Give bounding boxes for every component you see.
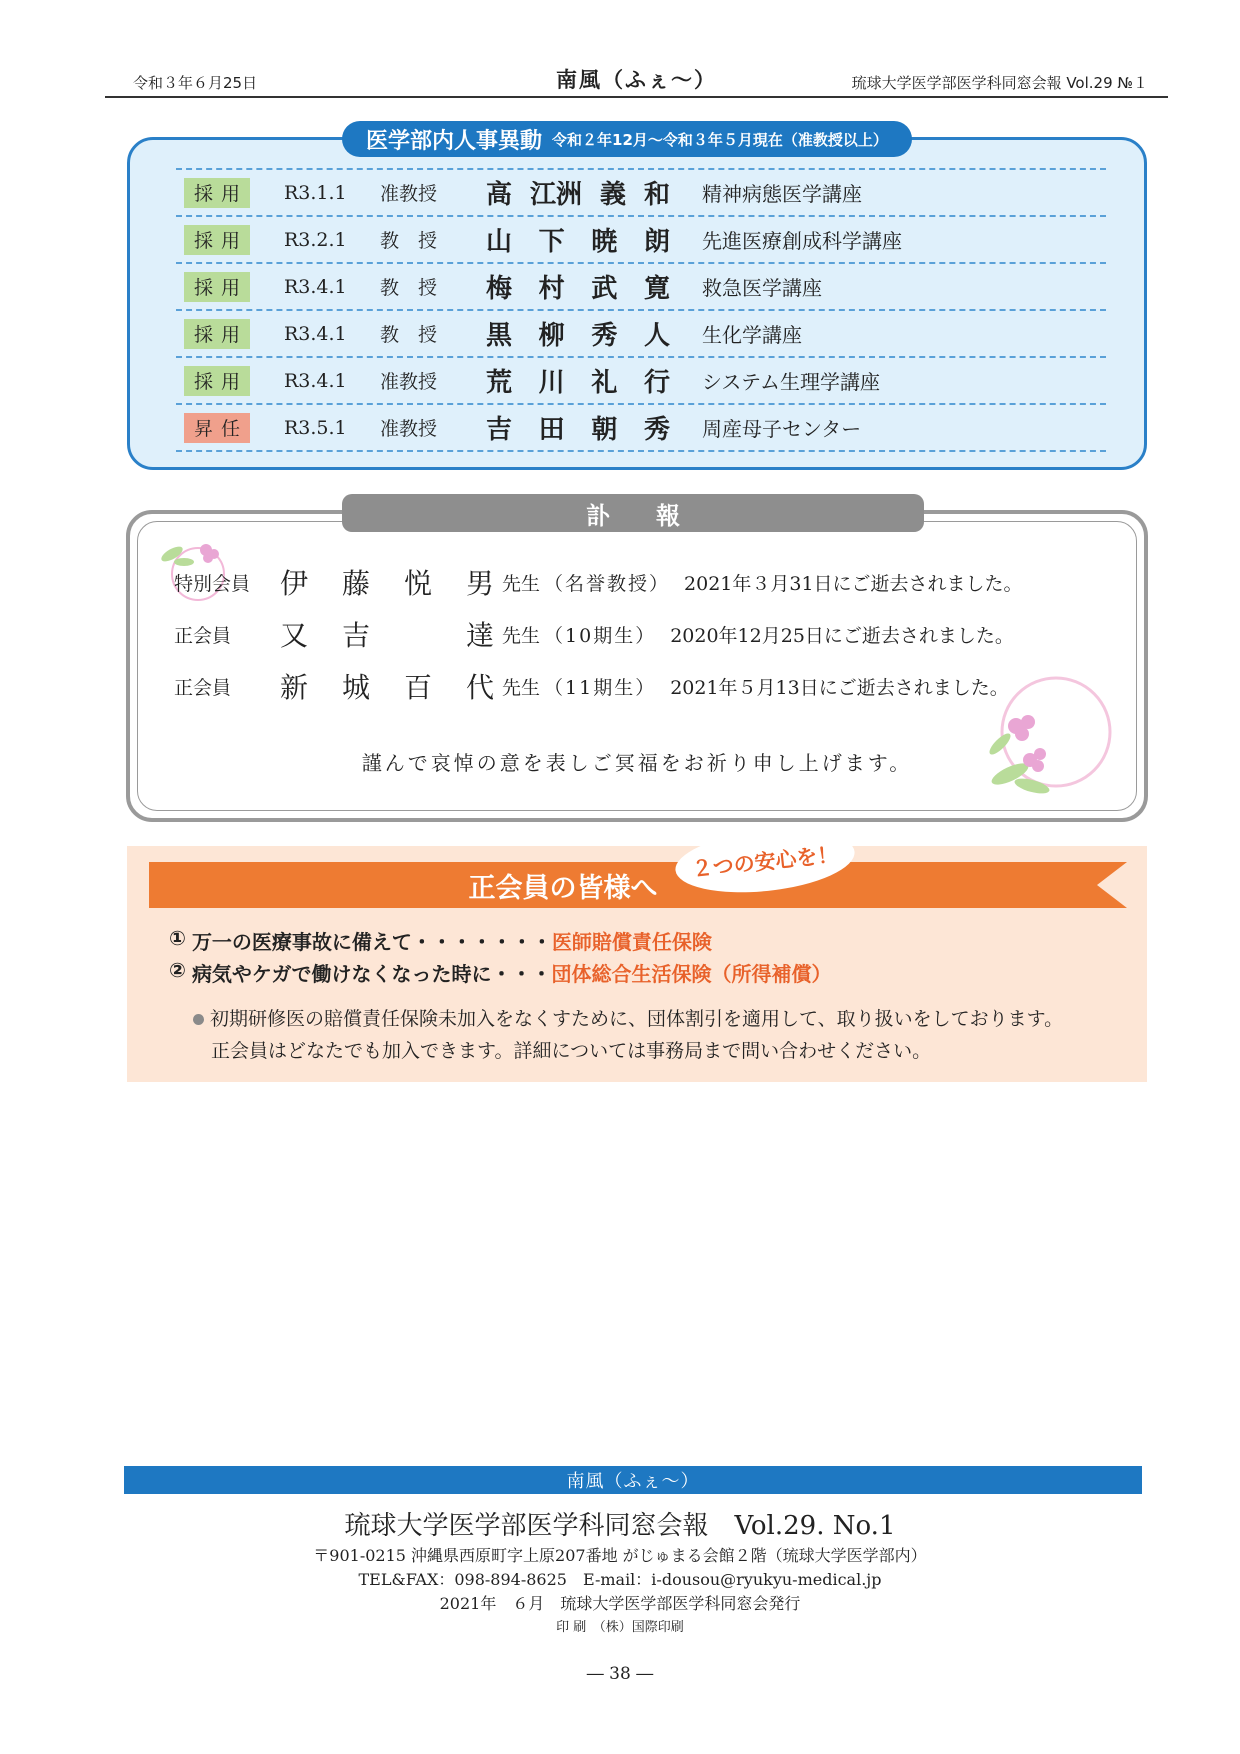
personnel-row bbox=[176, 311, 1106, 358]
header-title: 南風（ふぇ〜） bbox=[556, 67, 717, 92]
passing-date: 2021年５月13日にご逝去されました。 bbox=[670, 676, 1009, 699]
name-char: 寛 bbox=[643, 274, 670, 304]
date: R3.4.1 bbox=[284, 322, 347, 345]
insurance-note-line-2: 正会員はどなたでも加入できます。詳細については事務局まで問い合わせください。 bbox=[211, 1040, 932, 1062]
department: 周産母子センター bbox=[702, 417, 862, 441]
two-reliefs-bubble: ２つの安心を！ bbox=[672, 822, 857, 900]
name-char: 義 bbox=[599, 180, 626, 210]
name-char: 礼 bbox=[591, 368, 618, 398]
name-char: 代 bbox=[465, 671, 494, 704]
obituary-entry bbox=[174, 614, 1014, 654]
obituary-title: 訃報 bbox=[342, 494, 924, 532]
personnel-row bbox=[176, 170, 1106, 217]
note-text: 初期研修医の賠償責任保険未加入をなくすために、団体割引を適用して、取り扱いをしております。 bbox=[210, 1008, 1064, 1030]
insurance-note-line-1 bbox=[193, 1004, 1063, 1031]
type-badge: 採用 bbox=[184, 272, 250, 302]
name-char: 田 bbox=[538, 415, 565, 445]
personnel-title: 医学部内人事異動 bbox=[366, 128, 543, 154]
honorific: 先生 bbox=[502, 624, 541, 647]
insurance-item bbox=[169, 958, 832, 987]
name-char: 柳 bbox=[538, 321, 565, 351]
name-char: 和 bbox=[643, 180, 670, 210]
name-char: 行 bbox=[643, 368, 670, 398]
name-char: 村 bbox=[538, 274, 565, 304]
date: R3.4.1 bbox=[284, 275, 347, 298]
name-char: 城 bbox=[341, 671, 370, 704]
type-badge: 採用 bbox=[184, 366, 250, 396]
department: システム生理学講座 bbox=[702, 370, 880, 394]
condolence-message: 謹んで哀悼の意を表しご冥福をお祈り申し上げます。 bbox=[361, 751, 913, 775]
type-badge: 採用 bbox=[184, 178, 250, 208]
name-char: 朝 bbox=[591, 415, 618, 445]
rank: 教 授 bbox=[380, 230, 438, 252]
date: R3.1.1 bbox=[284, 181, 347, 204]
deceased-name bbox=[280, 614, 494, 654]
obituary-entry bbox=[174, 666, 1009, 706]
item-number: ① bbox=[169, 926, 186, 950]
item-text: 万一の医療事故に備えて・・・・・・・ bbox=[191, 930, 552, 954]
footer-publication: 琉球大学医学部医学科同窓会報 Vol.29. No.1 bbox=[344, 1511, 896, 1541]
obituary-panel bbox=[126, 501, 1148, 822]
person-name bbox=[486, 174, 702, 211]
insurance-banner-title: 正会員の皆様へ bbox=[468, 872, 658, 904]
personnel-row bbox=[176, 358, 1106, 405]
header-issue: 琉球大学医学部医学科同窓会報 Vol.29 №１ bbox=[851, 74, 1148, 92]
name-char: 吉 bbox=[342, 619, 371, 652]
name-char: 達 bbox=[465, 619, 494, 652]
name-char: 荒 bbox=[486, 368, 513, 398]
name-char: 伊 bbox=[280, 567, 309, 600]
rank: 准教授 bbox=[380, 418, 438, 440]
person-name bbox=[486, 315, 702, 352]
personnel-panel bbox=[127, 128, 1147, 470]
member-note: （名誉教授） bbox=[544, 572, 671, 595]
name-char: 山 bbox=[486, 227, 513, 257]
footer-issued: 2021年 ６月 琉球大学医学部医学科同窓会発行 bbox=[439, 1594, 801, 1613]
footer-contact: TEL&FAX：098-894-8625 E-mail：i-dousou@ryukyu-medical.jp bbox=[358, 1570, 882, 1589]
name-char bbox=[404, 614, 432, 654]
rank: 教 授 bbox=[380, 324, 438, 346]
passing-date: 2020年12月25日にご逝去されました。 bbox=[670, 624, 1014, 647]
name-char: 江洲 bbox=[529, 180, 582, 210]
flower-decoration-icon bbox=[970, 674, 1120, 804]
rank: 准教授 bbox=[380, 371, 438, 393]
person-name bbox=[486, 362, 702, 399]
date: R3.2.1 bbox=[284, 228, 347, 251]
type-badge: 採用 bbox=[184, 319, 250, 349]
rank: 准教授 bbox=[380, 183, 438, 205]
name-char: 下 bbox=[538, 227, 565, 257]
name-char: 武 bbox=[591, 274, 618, 304]
footer-title-bar: 南風（ふぇ〜） bbox=[124, 1466, 1142, 1494]
name-char: 人 bbox=[643, 321, 670, 351]
department: 救急医学講座 bbox=[702, 276, 822, 300]
department: 生化学講座 bbox=[702, 323, 802, 347]
name-char: 又 bbox=[280, 619, 309, 652]
name-char: 男 bbox=[465, 567, 494, 600]
date: R3.4.1 bbox=[284, 369, 347, 392]
name-char: 梅 bbox=[486, 274, 513, 304]
name-char: 黒 bbox=[486, 321, 513, 351]
name-char: 秀 bbox=[643, 415, 670, 445]
item-highlight: 医師賠償責任保険 bbox=[551, 930, 712, 954]
name-char: 川 bbox=[538, 368, 565, 398]
name-char: 秀 bbox=[591, 321, 618, 351]
department: 精神病態医学講座 bbox=[702, 182, 862, 206]
person-name bbox=[486, 268, 702, 305]
personnel-title-bar bbox=[342, 121, 912, 157]
personnel-list bbox=[176, 168, 1106, 452]
page-header bbox=[105, 64, 1168, 98]
name-char: 朗 bbox=[643, 227, 670, 257]
member-note: （11期生） bbox=[544, 676, 657, 699]
name-char: 高 bbox=[486, 180, 513, 210]
member-category: 特別会員 bbox=[174, 572, 251, 595]
item-number: ② bbox=[169, 958, 186, 982]
member-category: 正会員 bbox=[174, 624, 232, 647]
footer-address: 〒901-0215 沖縄県西原町字上原207番地 がじゅまる会館２階（琉球大学医学部内） bbox=[313, 1546, 927, 1565]
obituary-entry bbox=[174, 562, 1023, 602]
member-note: （10期生） bbox=[544, 624, 657, 647]
honorific: 先生 bbox=[502, 572, 541, 595]
name-char: 吉 bbox=[486, 415, 513, 445]
header-date: 令和３年６月25日 bbox=[133, 74, 258, 92]
deceased-name bbox=[280, 666, 494, 706]
bullet-icon bbox=[193, 1014, 204, 1025]
member-category: 正会員 bbox=[174, 676, 232, 699]
passing-date: 2021年３月31日にご逝去されました。 bbox=[684, 572, 1023, 595]
person-name bbox=[486, 221, 702, 258]
personnel-subtitle: 令和２年12月〜令和３年５月現在（准教授以上） bbox=[552, 130, 888, 149]
type-badge: 昇任 bbox=[184, 413, 250, 443]
rank: 教 授 bbox=[380, 277, 438, 299]
honorific: 先生 bbox=[502, 676, 541, 699]
department: 先進医療創成科学講座 bbox=[702, 229, 902, 253]
personnel-row bbox=[176, 217, 1106, 264]
type-badge: 採用 bbox=[184, 225, 250, 255]
person-name bbox=[486, 409, 702, 446]
deceased-name bbox=[280, 562, 494, 602]
name-char: 暁 bbox=[591, 227, 618, 257]
name-char: 悦 bbox=[403, 567, 432, 600]
page-number: ― 38 ― bbox=[586, 1664, 654, 1684]
date: R3.5.1 bbox=[284, 416, 347, 439]
insurance-item bbox=[169, 926, 712, 955]
personnel-row bbox=[176, 405, 1106, 452]
name-char: 新 bbox=[280, 671, 309, 704]
item-highlight: 団体総合生活保険（所得補償） bbox=[551, 962, 832, 986]
footer-printer: 印 刷 （株）国際印刷 bbox=[556, 1620, 684, 1635]
name-char: 百 bbox=[403, 671, 432, 704]
item-text: 病気やケガで働けなくなった時に・・・ bbox=[191, 962, 552, 986]
personnel-row bbox=[176, 264, 1106, 311]
insurance-panel bbox=[127, 842, 1147, 1082]
name-char: 藤 bbox=[341, 567, 370, 600]
